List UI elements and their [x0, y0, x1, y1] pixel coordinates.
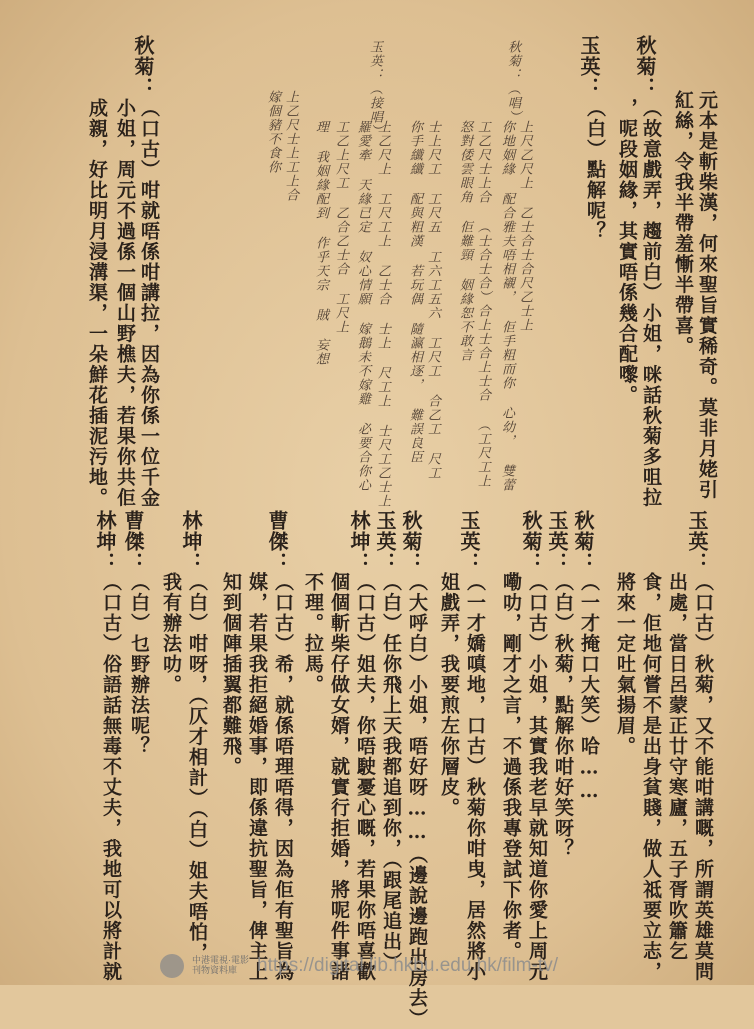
text-column: ，呢段姻緣，其實唔係幾合配嚟。	[616, 98, 638, 406]
text-column: 嘞叻，剛才之言，不過係我專登試下你者。	[500, 572, 522, 962]
speaker-label: 秋菊：	[131, 35, 155, 98]
text-column: （白）秋菊，點解你咁好笑呀？	[552, 572, 574, 859]
score-notation: 上尺乙尺上 乙士合士合尺乙士上	[517, 120, 532, 332]
text-column: 姐戲弄，我要煎左你層皮。	[438, 572, 460, 818]
score-lyric: 你手纖纖 配與粗漢 若玩偶 隨瀛相逐， 難誤良臣	[407, 120, 422, 464]
archive-logo-icon	[160, 954, 184, 978]
speaker-label: 秋菊：	[633, 35, 657, 98]
text-column: 食，佢地何嘗不是出身貧賤，做人祗要立志，	[640, 572, 662, 982]
speaker-label: 曹傑：	[121, 510, 145, 573]
score-lyric: 怒對倭雲眼角 佢難頸 姻緣恕不敢言	[457, 120, 472, 362]
speaker-label: 玉英：	[577, 35, 601, 98]
speaker-label: 玉英：	[457, 510, 481, 573]
text-column: （故意戲弄，趨前白）小姐，咪話秋菊多咀拉	[640, 98, 662, 508]
text-column: （口古）姐夫，你唔駛憂心嘅，若果你唔喜歡	[354, 572, 376, 982]
text-column: 媒，若果我拒絕婚事，即係違抗聖旨，俾主上	[246, 572, 268, 982]
score-lyric: 羅愛牽 天緣已定 奴心情願 嫁鵝未不嫁雞 必要合你心	[355, 120, 370, 492]
score-lyric: 理 我姻緣配到 作乎天宗 賊 妄想	[313, 120, 328, 366]
archive-name-line1: 中港電視·電影	[192, 955, 249, 966]
text-column: （白）點解呢？	[584, 98, 606, 242]
score-speaker: 玉英：（接唱）	[367, 40, 382, 138]
archive-name-line2: 刊物資料庫	[192, 965, 238, 975]
text-column: 成親，好比明月浸溝渠，一朵鮮花插泥污地。	[86, 98, 108, 508]
speaker-label: 秋菊：	[519, 510, 543, 573]
text-column: （一才掩口大笑）哈……	[578, 572, 600, 804]
text-column: （大呼白）小姐，唔好呀……（邊說邊跑出房去）	[406, 572, 428, 1029]
speaker-label: 林坤：	[347, 510, 371, 573]
score-speaker: 秋菊：（唱）	[505, 40, 520, 124]
text-column: （口古）秋菊，又不能咁講嘅，所謂英雄莫問	[692, 572, 714, 982]
text-column: 我有辦法叻。	[160, 572, 182, 695]
speaker-label: 玉英：	[545, 510, 569, 573]
text-column: （口古）小姐，其實我老早就知道你愛上周元	[526, 572, 548, 982]
speaker-label: 秋菊：	[399, 510, 423, 573]
score-lyric: 你地姻緣 配合雅夫唔相襯， 佢手粗而你 心幼， 雙蕾	[499, 120, 514, 492]
speaker-label: 玉英：	[685, 510, 709, 573]
archive-watermark	[160, 951, 720, 981]
text-column: （口古）咁就唔係咁講拉，因為你係一位千金	[138, 98, 160, 508]
text-column: 將來一定吐氣揚眉。	[614, 572, 636, 757]
speaker-label: 秋菊：	[571, 510, 595, 573]
text-column: 個個斬柴仔做女婿，就實行拒婚，將呢件事諸	[328, 572, 350, 982]
score-notation: 工乙上尺工 乙合乙士合 工尺上	[333, 120, 348, 334]
text-column: 不理。拉馬。	[302, 572, 324, 695]
score-notation: 上乙尺上 工尺工上 乙士合 士上 尺工上 士尺工乙士上	[375, 120, 390, 508]
text-column: 紅絲，令我半帶羞慚半帶喜。	[672, 90, 694, 357]
text-column: （口古）希，就係唔理唔得，因為佢有聖旨為	[272, 572, 294, 982]
text-column: （白）任你飛上天我都追到你，（跟尾追出）	[380, 572, 402, 973]
text-column: 出處，當日呂蒙正廿守寒廬，五子胥吹簫乞	[666, 572, 688, 962]
text-column: 小姐，周元不過係一個山野樵夫，若果你共佢	[114, 98, 136, 508]
text-column: （白）乜野辦法呢？	[128, 572, 150, 757]
score-notation: 上乙尺士上工上合	[283, 90, 298, 202]
archive-name	[192, 956, 249, 976]
text-column: 元本是斬柴漢，何來聖旨實稀奇。莫非月姥引	[696, 90, 718, 500]
archive-url: https://digital.lib.hkbu.edu.hk/film-tv/	[257, 955, 558, 976]
text-column: 知到個陣插翼都難飛。	[220, 572, 242, 777]
text-column: （白）咁呀，（仄才相計）（白）姐夫唔怕，	[186, 572, 208, 963]
speaker-label: 林坤：	[179, 510, 203, 573]
score-notation: 工乙尺士上合 （士合士合）合上士合上士合 （工尺工上	[475, 120, 490, 488]
speaker-label: 林坤：	[93, 510, 117, 573]
speaker-label: 曹傑：	[265, 510, 289, 573]
score-lyric: 嫁個豬不食你	[265, 90, 280, 174]
text-column: （一才嬌嗔地，口古）秋菊你咁曳，居然將小	[464, 572, 486, 982]
text-column: （口古）俗語話無毒不丈夫，我地可以將計就	[100, 572, 122, 982]
speaker-label: 玉英：	[373, 510, 397, 573]
score-notation: 士上尺工 工尺五 工六工五六 工尺工 合乙工 尺工	[425, 120, 440, 480]
